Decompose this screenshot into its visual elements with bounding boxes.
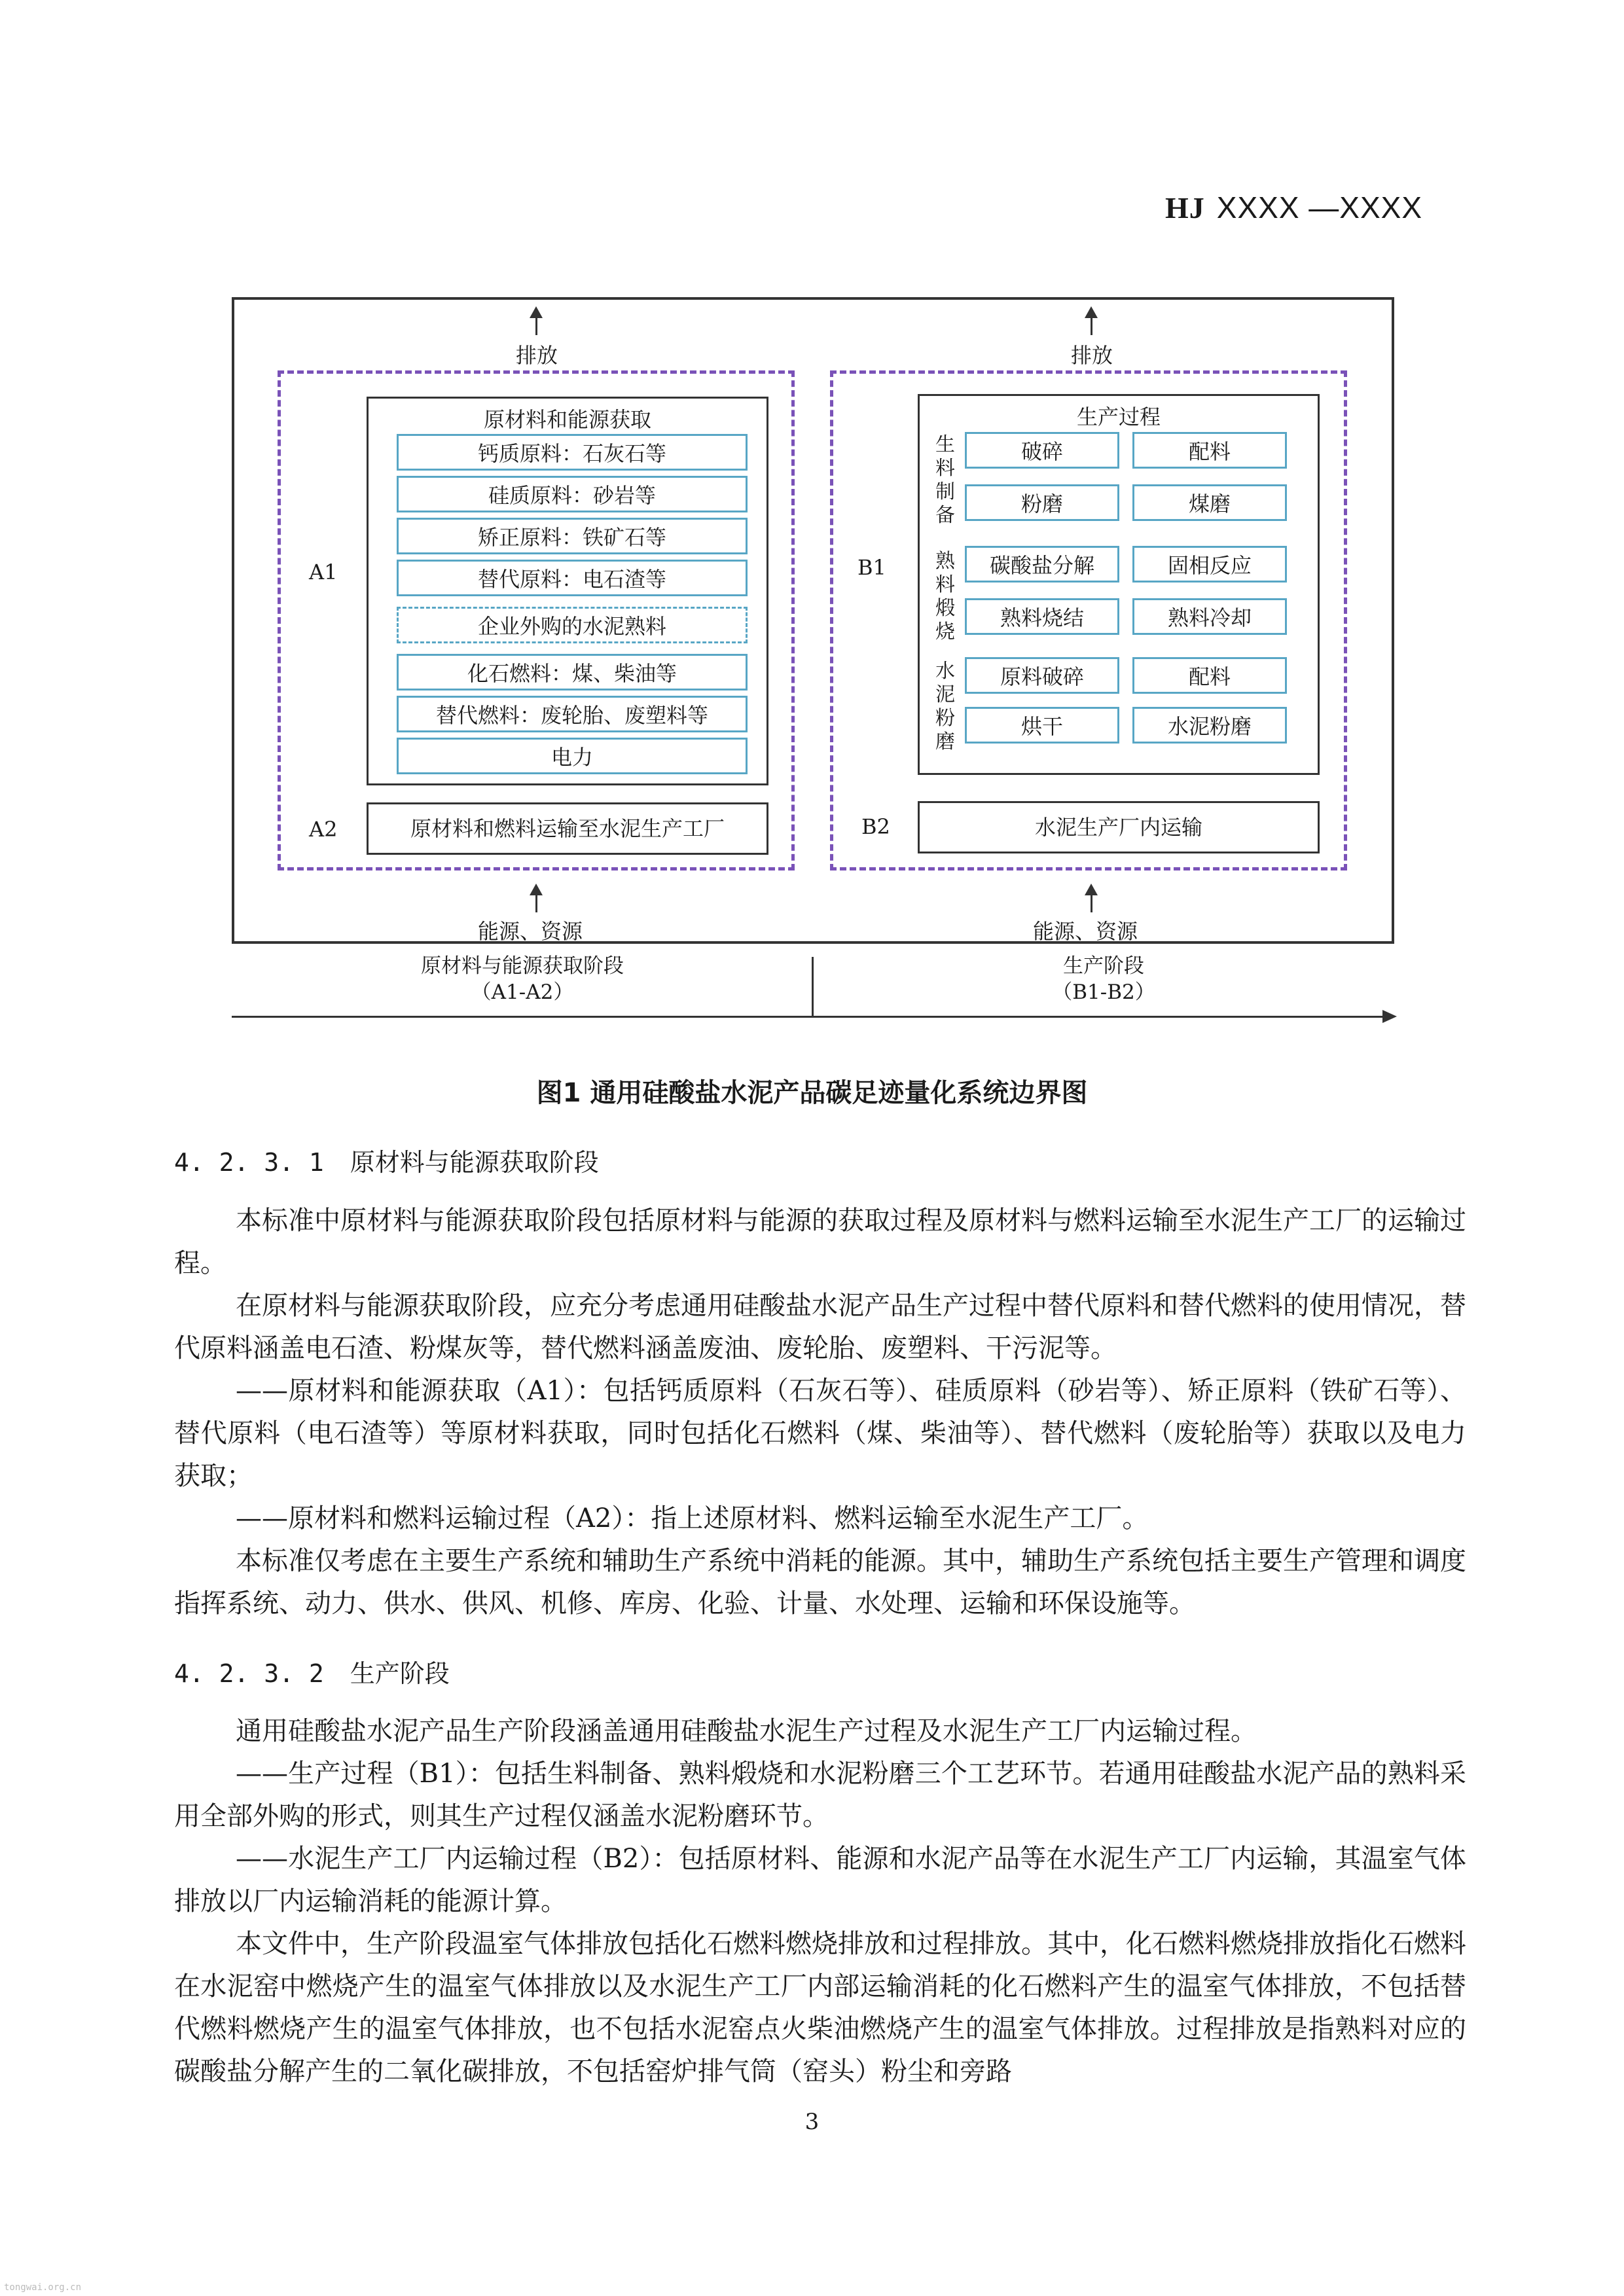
group-label-raw-meal: 生料制备 — [935, 433, 955, 527]
a2-label: A2 — [309, 817, 338, 842]
input-label-right: 能源、资源 — [1033, 919, 1138, 944]
section-body-1 — [174, 1200, 1466, 1625]
raw-material-title: 原材料和能源获取 — [483, 407, 651, 432]
figure-caption: 图1 通用硅酸盐水泥产品碳足迹量化系统边界图 — [536, 1078, 1088, 1108]
paragraph: 在原材料与能源获取阶段，应充分考虑通用硅酸盐水泥产品生产过程中替代原料和替代燃料的使用情况，替代原料涵盖电石渣、粉煤灰等，替代燃料涵盖废油、废轮胎、废塑料、干污泥等。 — [174, 1291, 1466, 1363]
b2-transport-box: 水泥生产厂内运输 — [918, 801, 1320, 853]
stage-label-right: 生产阶段 （B1-B2） — [1052, 954, 1155, 1004]
material-item: 钙质原料：石灰石等 — [397, 434, 748, 471]
group-label-clinker: 熟料煅烧 — [935, 550, 955, 643]
section-heading-1: 4. 2. 3. 1 原材料与能源获取阶段 — [174, 1148, 599, 1177]
input-label-left: 能源、资源 — [478, 919, 583, 944]
process-item: 配料 — [1132, 432, 1287, 469]
process-item: 原料破碎 — [965, 657, 1119, 694]
material-item: 化石燃料：煤、柴油等 — [397, 654, 748, 691]
process-item: 配料 — [1132, 657, 1287, 694]
page-number: 3 — [804, 2109, 820, 2135]
emission-label-left: 排放 — [516, 343, 558, 368]
paragraph: 本文件中，生产阶段温室气体排放包括化石燃料燃烧排放和过程排放。其中，化石燃料燃烧排放指化石燃料在水泥窑中燃烧产生的温室气体排放以及水泥生产工厂内部运输消耗的化石燃料产生的温室气体排放，不包括替代燃料燃烧产生的温室气体排放，也不包括水泥窑点火柴油燃烧产生的温室气体排放。过程排放是指熟料对应的碳酸盐分解产生的二氧化碳排放，不包括窑炉排气筒（窑头）粉尘和旁路 — [174, 1929, 1466, 2087]
process-item: 碳酸盐分解 — [965, 546, 1119, 583]
input-arrow-left — [535, 886, 537, 912]
paragraph: ——原材料和能源获取（A1）：包括钙质原料（石灰石等）、硅质原料（砂岩等）、矫正原料（铁矿石等）、替代原料（电石渣等）等原材料获取，同时包括化石燃料（煤、柴油等）、替代燃料（废轮胎等）获取以及电力获取； — [174, 1376, 1466, 1491]
stage-label-left: 原材料与能源获取阶段 （A1-A2） — [421, 954, 624, 1004]
paragraph: 本标准中原材料与能源获取阶段包括原材料与能源的获取过程及原材料与燃料运输至水泥生产工厂的运输过程。 — [174, 1206, 1466, 1278]
material-item: 矫正原料：铁矿石等 — [397, 518, 748, 554]
process-item: 熟料冷却 — [1132, 598, 1287, 635]
stage-divider — [812, 957, 814, 1017]
production-title: 生产过程 — [1076, 404, 1161, 429]
material-item: 硅质原料：砂岩等 — [397, 476, 748, 512]
process-item: 粉磨 — [965, 484, 1119, 521]
process-item: 熟料烧结 — [965, 598, 1119, 635]
material-item: 替代原料：电石渣等 — [397, 560, 748, 596]
process-item: 水泥粉磨 — [1132, 707, 1287, 744]
material-item: 电力 — [397, 738, 748, 774]
paragraph: ——原材料和燃料运输过程（A2）：指上述原材料、燃料运输至水泥生产工厂。 — [236, 1503, 1149, 1534]
process-item: 破碎 — [965, 432, 1119, 469]
paragraph: ——水泥生产工厂内运输过程（B2）：包括原材料、能源和水泥产品等在水泥生产工厂内运输，其温室气体排放以厂内运输消耗的能源计算。 — [174, 1844, 1466, 1916]
material-item: 替代燃料：废轮胎、废塑料等 — [397, 696, 748, 732]
input-arrow-right — [1091, 886, 1092, 912]
emission-label-right: 排放 — [1071, 343, 1113, 368]
a1-label: A1 — [309, 560, 338, 584]
process-item: 烘干 — [965, 707, 1119, 744]
section-body-2 — [174, 1710, 1466, 2093]
paragraph: ——生产过程（B1）：包括生料制备、熟料煅烧和水泥粉磨三个工艺环节。若通用硅酸盐水泥产品的熟料采用全部外购的形式，则其生产过程仅涵盖水泥粉磨环节。 — [174, 1759, 1466, 1831]
timeline-arrow-icon — [1382, 1010, 1397, 1023]
paragraph: 通用硅酸盐水泥产品生产阶段涵盖通用硅酸盐水泥生产过程及水泥生产工厂内运输过程。 — [236, 1716, 1257, 1746]
watermark: tongwai.org.cn — [4, 2282, 82, 2293]
document-code: HJ XXXX —XXXX — [1165, 190, 1423, 224]
a2-transport-box: 原材料和燃料运输至水泥生产工厂 — [367, 802, 768, 855]
purchased-clinker-item: 企业外购的水泥熟料 — [397, 607, 748, 643]
emission-arrow-left — [535, 309, 537, 335]
b1-label: B1 — [857, 555, 886, 580]
b2-label: B2 — [861, 814, 890, 839]
paragraph: 本标准仅考虑在主要生产系统和辅助生产系统中消耗的能源。其中，辅助生产系统包括主要生产管理和调度指挥系统、动力、供水、供风、机修、库房、化验、计量、水处理、运输和环保设施等。 — [174, 1546, 1466, 1619]
process-item: 煤磨 — [1132, 484, 1287, 521]
section-heading-2: 4. 2. 3. 2 生产阶段 — [174, 1659, 450, 1688]
timeline-axis — [232, 1016, 1386, 1018]
emission-arrow-right — [1091, 309, 1092, 335]
process-item: 固相反应 — [1132, 546, 1287, 583]
group-label-cement-grinding: 水泥粉磨 — [935, 660, 955, 753]
